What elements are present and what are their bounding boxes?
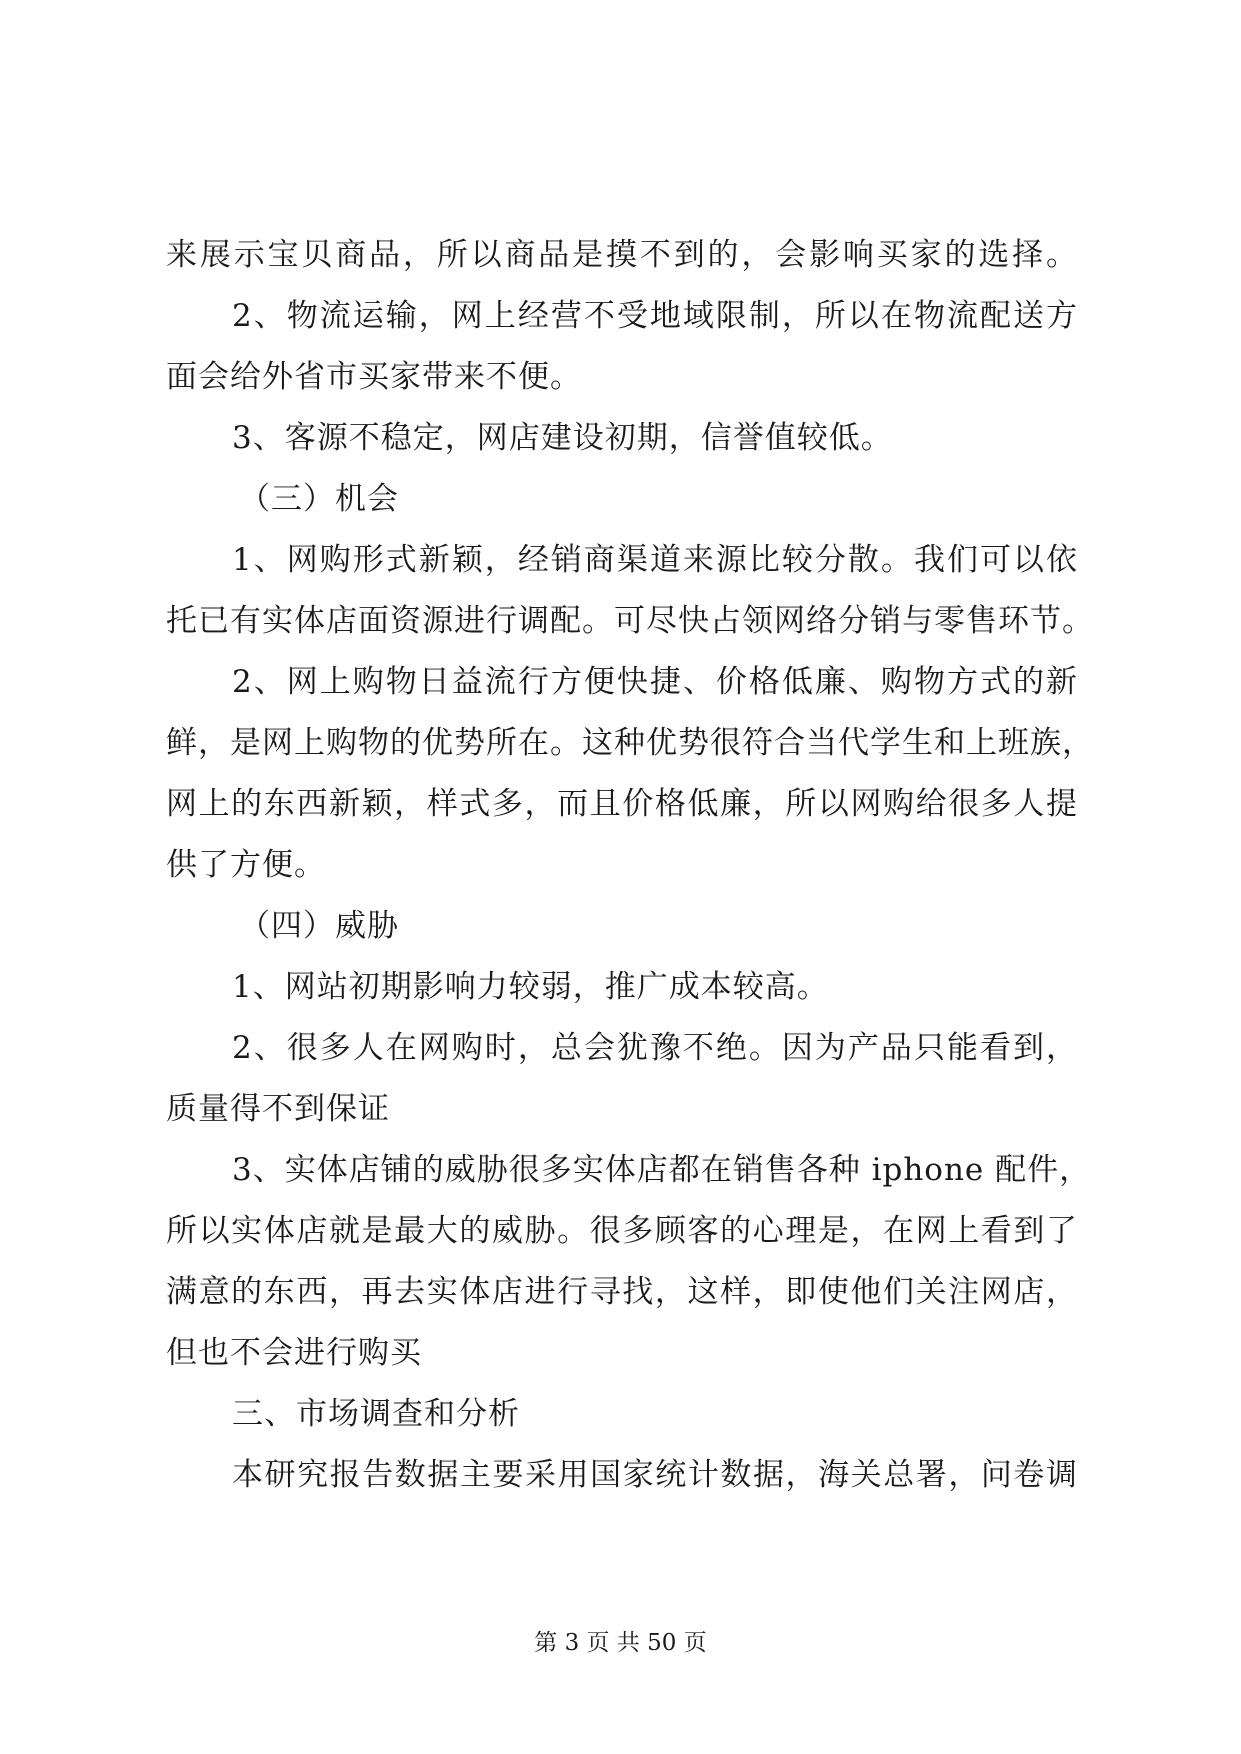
paragraph-line: 面会给外省市买家带来不便。 [166,359,582,395]
paragraph-line: 但也不会进行购买 [166,1335,422,1371]
paragraph-line: 2、物流运输，网上经营不受地域限制，所以在物流配送方 [232,298,1078,334]
paragraph-line: 1、网站初期影响力较弱，推广成本较高。 [232,969,829,1005]
paragraph-line: 本研究报告数据主要采用国家统计数据，海关总署，问卷调 [232,1457,1078,1493]
section-heading: （四）威胁 [239,908,399,944]
paragraph-line: 网上的东西新颖，样式多，而且价格低廉，所以网购给很多人提 [166,786,1078,822]
section-heading: 三、市场调查和分析 [232,1396,520,1432]
paragraph-line: 质量得不到保证 [166,1091,390,1127]
paragraph-line: 所以实体店就是最大的威胁。很多顾客的心理是，在网上看到了 [166,1213,1078,1249]
page-number-footer: 第 3 页 共 50 页 [534,1630,707,1656]
paragraph-line: 满意的东西，再去实体店进行寻找，这样，即使他们关注网店， [166,1274,1078,1310]
paragraph-line: 来展示宝贝商品，所以商品是摸不到的，会影响买家的选择。 [166,237,1078,273]
paragraph-line: 3、实体店铺的威胁很多实体店都在销售各种 iphone 配件， [232,1152,1092,1188]
section-heading: （三）机会 [239,481,399,517]
paragraph-line: 2、很多人在网购时，总会犹豫不绝。因为产品只能看到， [232,1030,1078,1066]
paragraph-line: 托已有实体店面资源进行调配。可尽快占领网络分销与零售环节。 [166,603,1094,639]
document-body [166,225,1094,1506]
paragraph-line: 供了方便。 [166,847,326,883]
paragraph-line: 3、客源不稳定，网店建设初期，信誉值较低。 [232,420,893,456]
paragraph-line: 1、网购形式新颖，经销商渠道来源比较分散。我们可以依 [232,542,1078,578]
paragraph-line: 2、网上购物日益流行方便快捷、价格低廉、购物方式的新 [232,664,1078,700]
paragraph-line: 鲜，是网上购物的优势所在。这种优势很符合当代学生和上班族， [166,725,1094,761]
